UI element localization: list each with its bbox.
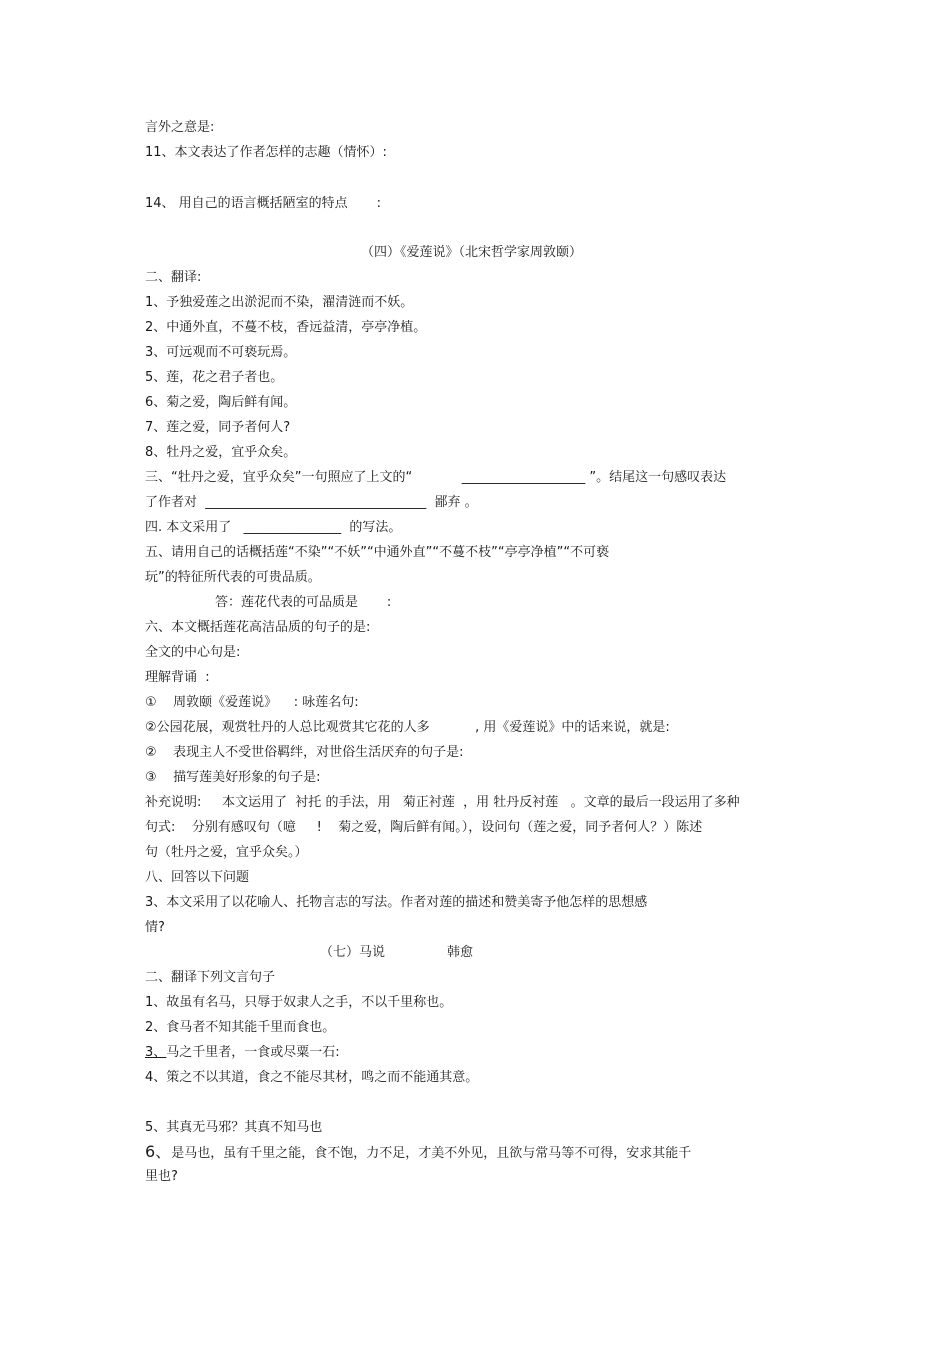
question-six: 六、本文概括莲花高洁品质的句子的是:	[145, 620, 371, 635]
translation-item: 5、莲，花之君子者也。	[145, 370, 284, 385]
section-title-mashuo: （七）马说 韩愈	[320, 945, 473, 960]
translation-item: 2、中通外直，不蔓不枝，香远益清，亭亭净植。	[145, 320, 427, 335]
translation-item	[145, 1143, 691, 1163]
item-number: 6、	[145, 1142, 172, 1161]
section-heading: 二、翻译:	[145, 270, 202, 285]
recite-item: ② 表现主人不受世俗羁绊，对世俗生活厌弃的句子是:	[145, 745, 464, 760]
section-title-ailianshuo: （四）《爱莲说》（北宋哲学家周敦颐）	[361, 245, 583, 260]
translation-item: 2、食马者不知其能千里而食也。	[145, 1020, 336, 1035]
translation-item: 6、菊之爱，陶后鲜有闻。	[145, 395, 297, 410]
section-heading: 八、回答以下问题	[145, 870, 250, 885]
recite-item: ③ 描写莲美好形象的句子是:	[145, 770, 321, 785]
supplement-note: 补充说明: 本文运用了 衬托 的手法，用 菊正衬莲 ，用 牡丹反衬莲 。文章的最后一段运用了多种	[145, 795, 740, 810]
question-three: 三、“牡丹之爱，宜乎众矣”一句照应了上文的“ ___________________ ”。结尾这一句感叹表达	[145, 470, 727, 485]
question-five: 五、请用自己的话概括莲“不染”“不妖”“中通外直”“不蔓不枝”“亭亭净植”“不可亵	[145, 545, 610, 560]
question-three-cont: 了作者对 __________________________________ 鄙弃 。	[145, 495, 478, 510]
text-line: 言外之意是:	[145, 120, 215, 135]
section-heading: 二、翻译下列文言句子	[145, 970, 276, 985]
recite-item: ① 周敦颐《爱莲说》 : 咏莲名句:	[145, 695, 359, 710]
supplement-note-cont: 句式: 分别有感叹句（噫 ! 菊之爱，陶后鲜有闻。），设问句（莲之爱，同予者何人？）陈述	[145, 820, 703, 835]
translation-item	[145, 1044, 340, 1062]
translation-item: 8、牡丹之爱，宜乎众矣。	[145, 445, 297, 460]
question-11: 11、本文表达了作者怎样的志趣（情怀）:	[145, 145, 387, 160]
question-14: 14、 用自己的语言概括陋室的特点 :	[145, 196, 381, 211]
item-text: 是马也，虽有千里之能，食不饱，力不足，才美不外见，且欲与常马等不可得，安求其能千	[171, 1146, 692, 1161]
answer-line: 答：莲花代表的可品质是 :	[215, 595, 392, 610]
text-line: 全文的中心句是:	[145, 645, 241, 660]
item-number: 3、	[145, 1045, 167, 1060]
translation-item-cont: 里也?	[145, 1169, 178, 1184]
item-text: 马之千里者，一食或尽粟一石:	[166, 1045, 340, 1060]
translation-item: 1、予独爱莲之出淤泥而不染，濯清涟而不妖。	[145, 295, 414, 310]
text-line: 理解背诵 :	[145, 670, 210, 685]
recite-item: ②公园花展，观赏牡丹的人总比观赏其它花的人多 , 用《爱莲说》中的话来说，就是:	[145, 720, 670, 735]
translation-item: 5、其真无马邪？其真不知马也	[145, 1120, 323, 1135]
question-line: 3、本文采用了以花喻人、托物言志的写法。作者对莲的描述和赞美寄予他怎样的思想感	[145, 895, 648, 910]
question-five-cont: 玩”的特征所代表的可贵品质。	[145, 570, 321, 585]
translation-item: 4、策之不以其道，食之不能尽其材，鸣之而不能通其意。	[145, 1070, 479, 1085]
translation-item: 3、可远观而不可亵玩焉。	[145, 345, 297, 360]
question-line-cont: 情?	[145, 920, 165, 935]
translation-item: 7、莲之爱，同予者何人?	[145, 420, 291, 435]
translation-item: 1、故虽有名马，只辱于奴隶人之手，不以千里称也。	[145, 995, 453, 1010]
supplement-note-cont: 句（牡丹之爱，宜乎众矣。）	[145, 845, 308, 860]
question-four: 四. 本文采用了 _______________ 的写法。	[145, 520, 402, 535]
